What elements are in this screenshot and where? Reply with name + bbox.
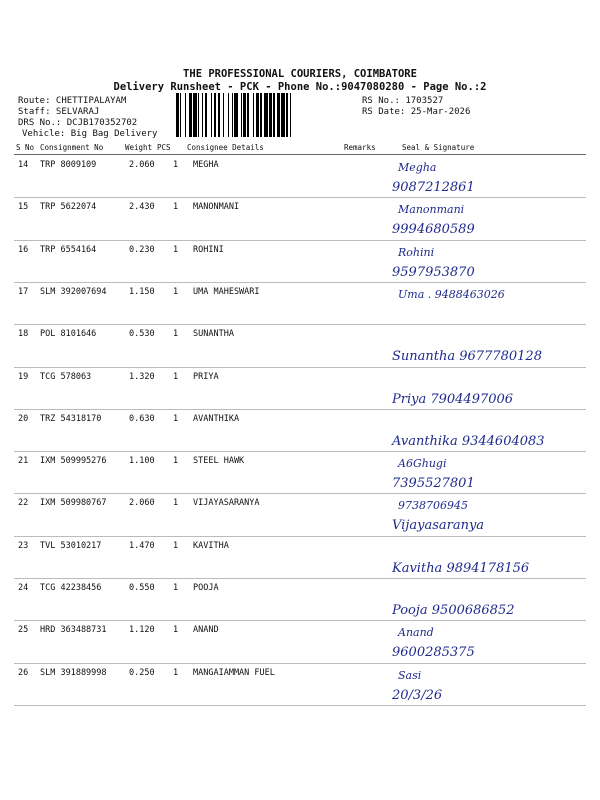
- cell-pcs: 1: [173, 202, 179, 213]
- signature-phone: 9597953870: [392, 264, 475, 280]
- cell-consignment-no: IXM 509980767: [40, 498, 107, 509]
- handwritten-signature: [370, 155, 585, 199]
- cell-weight: 1.470: [129, 540, 155, 551]
- signature-name: Uma . 9488463026: [398, 287, 505, 301]
- cell-weight: 1.120: [129, 625, 155, 636]
- table-row: [0, 282, 600, 324]
- signature-name: Megha: [398, 161, 437, 174]
- cell-sno: 15: [18, 202, 29, 213]
- cell-consignment-no: TCG 578063: [40, 371, 92, 382]
- table-row: [0, 409, 600, 451]
- signature-phone: 9087212861: [392, 180, 475, 195]
- signature-phone: Sunantha 9677780128: [392, 349, 542, 365]
- cell-consignment-no: TRP 8009109: [40, 160, 97, 170]
- cell-consignee: MEGHA: [193, 160, 219, 170]
- cell-weight: 0.630: [129, 413, 155, 424]
- handwritten-signature: [370, 282, 585, 326]
- handwritten-signature: [370, 197, 585, 241]
- handwritten-signature: [370, 240, 585, 284]
- cell-weight: 0.250: [129, 667, 155, 678]
- cell-consignee: MANONMANI: [193, 202, 240, 213]
- cell-sno: 23: [18, 540, 29, 551]
- cell-sno: 24: [18, 583, 29, 593]
- col-header-remarks: Remarks: [344, 143, 376, 152]
- cell-consignee: POOJA: [193, 583, 219, 593]
- cell-weight: 0.550: [129, 583, 155, 593]
- cell-pcs: 1: [173, 329, 179, 340]
- cell-sno: 20: [18, 413, 29, 424]
- cell-weight: 0.230: [129, 244, 155, 255]
- cell-weight: 2.430: [129, 202, 155, 213]
- signature-phone: 9600285375: [392, 645, 475, 661]
- signature-phone: Pooja 9500686852: [392, 603, 515, 618]
- cell-sno: 16: [18, 244, 29, 255]
- handwritten-signature: [370, 409, 585, 453]
- cell-consignment-no: SLM 392007694: [40, 286, 107, 297]
- cell-consignee: ANAND: [193, 625, 219, 636]
- row-divider: [14, 705, 586, 706]
- cell-sno: 14: [18, 160, 29, 170]
- cell-consignee: KAVITHA: [193, 540, 229, 551]
- table-row: [0, 155, 600, 197]
- barcode-gap: [291, 93, 294, 137]
- table-row: [0, 324, 600, 366]
- cell-sno: 19: [18, 371, 29, 382]
- cell-sno: 22: [18, 498, 29, 509]
- cell-pcs: 1: [173, 244, 179, 255]
- drs-number: DRS No.: DCJB170352702: [18, 118, 138, 128]
- staff-label: Staff: SELVARAJ: [18, 107, 100, 117]
- cell-sno: 26: [18, 667, 29, 678]
- runsheet-subtitle: Delivery Runsheet - PCK - Phone No.:9047080280 - Page No.:2: [113, 81, 487, 93]
- signature-name: 9738706945: [398, 499, 468, 513]
- table-row: [0, 240, 600, 282]
- col-header-sno: S No: [16, 143, 35, 152]
- cell-consignee: VIJAYASARANYA: [193, 498, 260, 509]
- table-row: [0, 451, 600, 493]
- col-header-pcs: PCS: [157, 143, 171, 152]
- cell-sno: 25: [18, 625, 29, 636]
- cell-consignee: UMA MAHESWARI: [193, 286, 260, 297]
- col-header-consignee: Consignee Details: [187, 143, 264, 152]
- cell-pcs: 1: [173, 625, 179, 636]
- col-header-consignment: Consignment No: [40, 143, 104, 152]
- handwritten-signature: [370, 367, 585, 411]
- cell-pcs: 1: [173, 286, 179, 297]
- cell-consignee: SUNANTHA: [193, 329, 234, 340]
- signature-phone: Vijayasaranya: [392, 518, 485, 534]
- cell-pcs: 1: [173, 583, 179, 593]
- cell-consignment-no: TRZ 54318170: [40, 413, 102, 424]
- cell-consignment-no: SLM 391889998: [40, 667, 107, 678]
- signature-phone: Kavitha 9894178156: [392, 560, 530, 576]
- cell-consignee: AVANTHIKA: [193, 413, 240, 424]
- table-row: [0, 493, 600, 535]
- cell-sno: 18: [18, 329, 29, 340]
- table-row: [0, 663, 600, 705]
- signature-phone: Priya 7904497006: [392, 391, 514, 407]
- cell-consignment-no: IXM 509995276: [40, 456, 107, 467]
- handwritten-signature: [370, 663, 585, 707]
- table-row: [0, 578, 600, 620]
- signature-name: A6Ghugi: [398, 457, 447, 471]
- cell-pcs: 1: [173, 667, 179, 678]
- table-row: [0, 367, 600, 409]
- route-label: Route: CHETTIPALAYAM: [18, 96, 127, 106]
- col-header-seal: Seal & Signature: [402, 143, 475, 152]
- handwritten-signature: [370, 578, 585, 622]
- rs-number: RS No.: 1703527: [362, 96, 444, 106]
- cell-pcs: 1: [173, 456, 179, 467]
- handwritten-signature: [370, 493, 585, 537]
- signature-phone: 20/3/26: [392, 687, 443, 703]
- barcode: [176, 93, 358, 137]
- table-row: [0, 536, 600, 578]
- cell-pcs: 1: [173, 160, 179, 170]
- company-title: THE PROFESSIONAL COURIERS, COIMBATORE: [183, 68, 417, 80]
- cell-sno: 17: [18, 286, 29, 297]
- col-header-weight: Weight: [125, 143, 153, 152]
- cell-consignment-no: POL 8101646: [40, 329, 97, 340]
- signature-phone: 9994680589: [392, 222, 475, 238]
- signature-phone: Avanthika 9344604083: [392, 433, 545, 449]
- cell-consignment-no: TVL 53010217: [40, 540, 102, 551]
- cell-weight: 1.150: [129, 286, 155, 297]
- table-row: [0, 197, 600, 239]
- cell-pcs: 1: [173, 371, 179, 382]
- signature-phone: 7395527801: [392, 476, 475, 492]
- cell-weight: 2.060: [129, 160, 155, 170]
- cell-weight: 2.060: [129, 498, 155, 509]
- handwritten-signature: [370, 451, 585, 495]
- cell-consignment-no: TCG 42238456: [40, 583, 102, 593]
- handwritten-signature: [370, 324, 585, 368]
- cell-consignee: PRIYA: [193, 371, 219, 382]
- table-row: [0, 620, 600, 662]
- cell-pcs: 1: [173, 498, 179, 509]
- cell-pcs: 1: [173, 413, 179, 424]
- cell-consignment-no: TRP 5622074: [40, 202, 97, 213]
- signature-name: Manonmani: [398, 203, 465, 217]
- cell-weight: 0.530: [129, 329, 155, 340]
- cell-pcs: 1: [173, 540, 179, 551]
- signature-name: Sasi: [398, 668, 422, 682]
- vehicle-label: Vehicle: Big Bag Delivery: [22, 129, 158, 139]
- cell-consignee: ROHINI: [193, 244, 224, 255]
- signature-name: Rohini: [398, 245, 435, 259]
- cell-consignment-no: HRD 363488731: [40, 625, 107, 636]
- cell-weight: 1.100: [129, 456, 155, 467]
- handwritten-signature: [370, 620, 585, 664]
- handwritten-signature: [370, 536, 585, 580]
- rs-date: RS Date: 25-Mar-2026: [362, 107, 471, 117]
- signature-name: Anand: [398, 626, 434, 640]
- cell-consignment-no: TRP 6554164: [40, 244, 97, 255]
- cell-sno: 21: [18, 456, 29, 467]
- cell-consignee: STEEL HAWK: [193, 456, 245, 467]
- cell-consignee: MANGAIAMMAN FUEL: [193, 667, 275, 678]
- cell-weight: 1.320: [129, 371, 155, 382]
